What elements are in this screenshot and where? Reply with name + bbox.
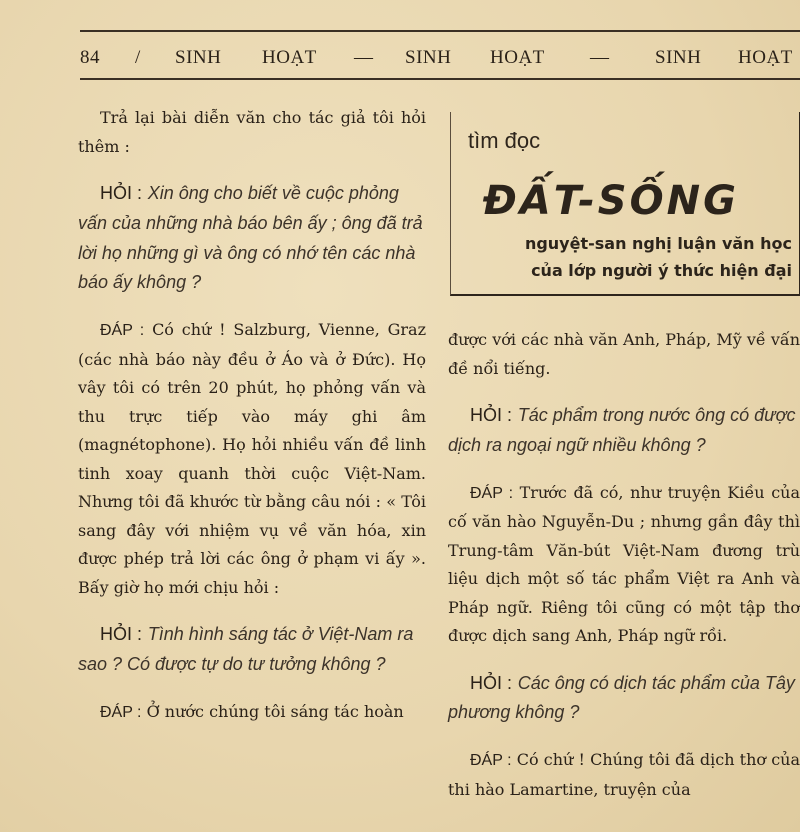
top-rule xyxy=(80,30,800,32)
question-label: HỎI : xyxy=(100,624,143,645)
header-item: HOẠT xyxy=(262,47,317,68)
ad-title: ĐẤT-SỐNG xyxy=(483,178,739,224)
question-label: HỎI : xyxy=(100,183,143,203)
answer-paragraph xyxy=(78,698,426,728)
header-item: SINH xyxy=(655,47,702,68)
answer-label: ĐÁP : xyxy=(100,322,145,340)
left-column xyxy=(78,104,426,745)
question-text: Tác phẩm trong nước ông có được dịch ra ngoại ngữ nhiều không ? xyxy=(448,405,796,455)
question-text: Tình hình sáng tác ở Việt-Nam ra sao ? Có được tự do tư tưởng không ? xyxy=(78,624,414,674)
continuation-paragraph: được với các nhà văn Anh, Pháp, Mỹ về vấn đề nổi tiếng. xyxy=(448,330,800,378)
intro-paragraph: Trả lại bài diễn văn cho tác giả tôi hỏi thêm : xyxy=(78,108,426,156)
answer-label: ĐÁP : xyxy=(100,703,142,721)
answer-paragraph xyxy=(78,316,426,602)
header-rule xyxy=(80,78,800,80)
right-column xyxy=(448,326,800,822)
question-label: HỎI : xyxy=(470,672,513,693)
question-paragraph xyxy=(448,401,800,461)
answer-label: ĐÁP : xyxy=(470,484,514,502)
header-item: SINH xyxy=(175,47,222,68)
header-item: — xyxy=(590,47,610,68)
header-separator: / xyxy=(135,47,141,68)
answer-label: ĐÁP : xyxy=(470,752,512,770)
question-paragraph xyxy=(448,669,800,729)
ad-subtitle xyxy=(468,230,792,284)
ad-intro: tìm đọc xyxy=(468,128,541,153)
answer-text: Có chứ ! Chúng tôi đã dịch thơ của thi hào Lamartine, truyện của xyxy=(448,750,800,799)
header-item: HOẠT xyxy=(738,47,793,68)
header-item: — xyxy=(354,47,374,68)
question-paragraph xyxy=(78,620,426,680)
answer-text: Trước đã có, như truyện Kiều của cố văn hào Nguyễn-Du ; nhưng gần đây thì Trung-tâm Văn-bút Việt-Nam đương trù liệu dịch một số tác phẩm Việt ra Anh và Pháp ngữ. Riêng tôi cũng có một tập thơ được dịch sang Anh, Pháp ngữ rồi. xyxy=(448,482,800,646)
answer-paragraph xyxy=(448,746,800,804)
question-paragraph xyxy=(78,179,426,298)
header-item: SINH xyxy=(405,47,452,68)
running-header xyxy=(80,47,800,73)
ad-subtitle-line: của lớp người ý thức hiện đại xyxy=(531,261,792,280)
header-item: HOẠT xyxy=(490,47,545,68)
question-text: Xin ông cho biết về cuộc phỏng vấn của những nhà báo bên ấy ; ông đã trả lời họ những gì và ông có nhớ tên các nhà báo ấy không ? xyxy=(78,183,423,293)
ad-subtitle-line: nguyệt-san nghị luận văn học xyxy=(524,234,792,253)
advertisement-box xyxy=(450,112,800,296)
answer-text: Ở nước chúng tôi sáng tác hoàn xyxy=(146,701,404,721)
question-text: Các ông có dịch tác phẩm của Tây phương không ? xyxy=(448,672,795,723)
question-label: HỎI : xyxy=(470,405,513,425)
page-number: 84 xyxy=(80,47,100,68)
answer-text: Có chứ ! Salzburg, Vienne, Graz (các nhà báo này đều ở Áo và ở Đức). Họ vây tôi có trên 20 phút, họ phỏng vấn và thu trực tiếp vào máy ghi âm (magnétophone). Họ hỏi nhiều vấn đề linh tinh xoay quanh thời cuộc Việt-Nam. Nhưng tôi đã khước từ bằng câu nói : « Tôi sang đây với nhiệm vụ về văn hóa, xin được phép trả lời các ông ở phạm vi ấy ». Bấy giờ họ mới chịu hỏi : xyxy=(78,320,427,597)
answer-paragraph xyxy=(448,479,800,651)
